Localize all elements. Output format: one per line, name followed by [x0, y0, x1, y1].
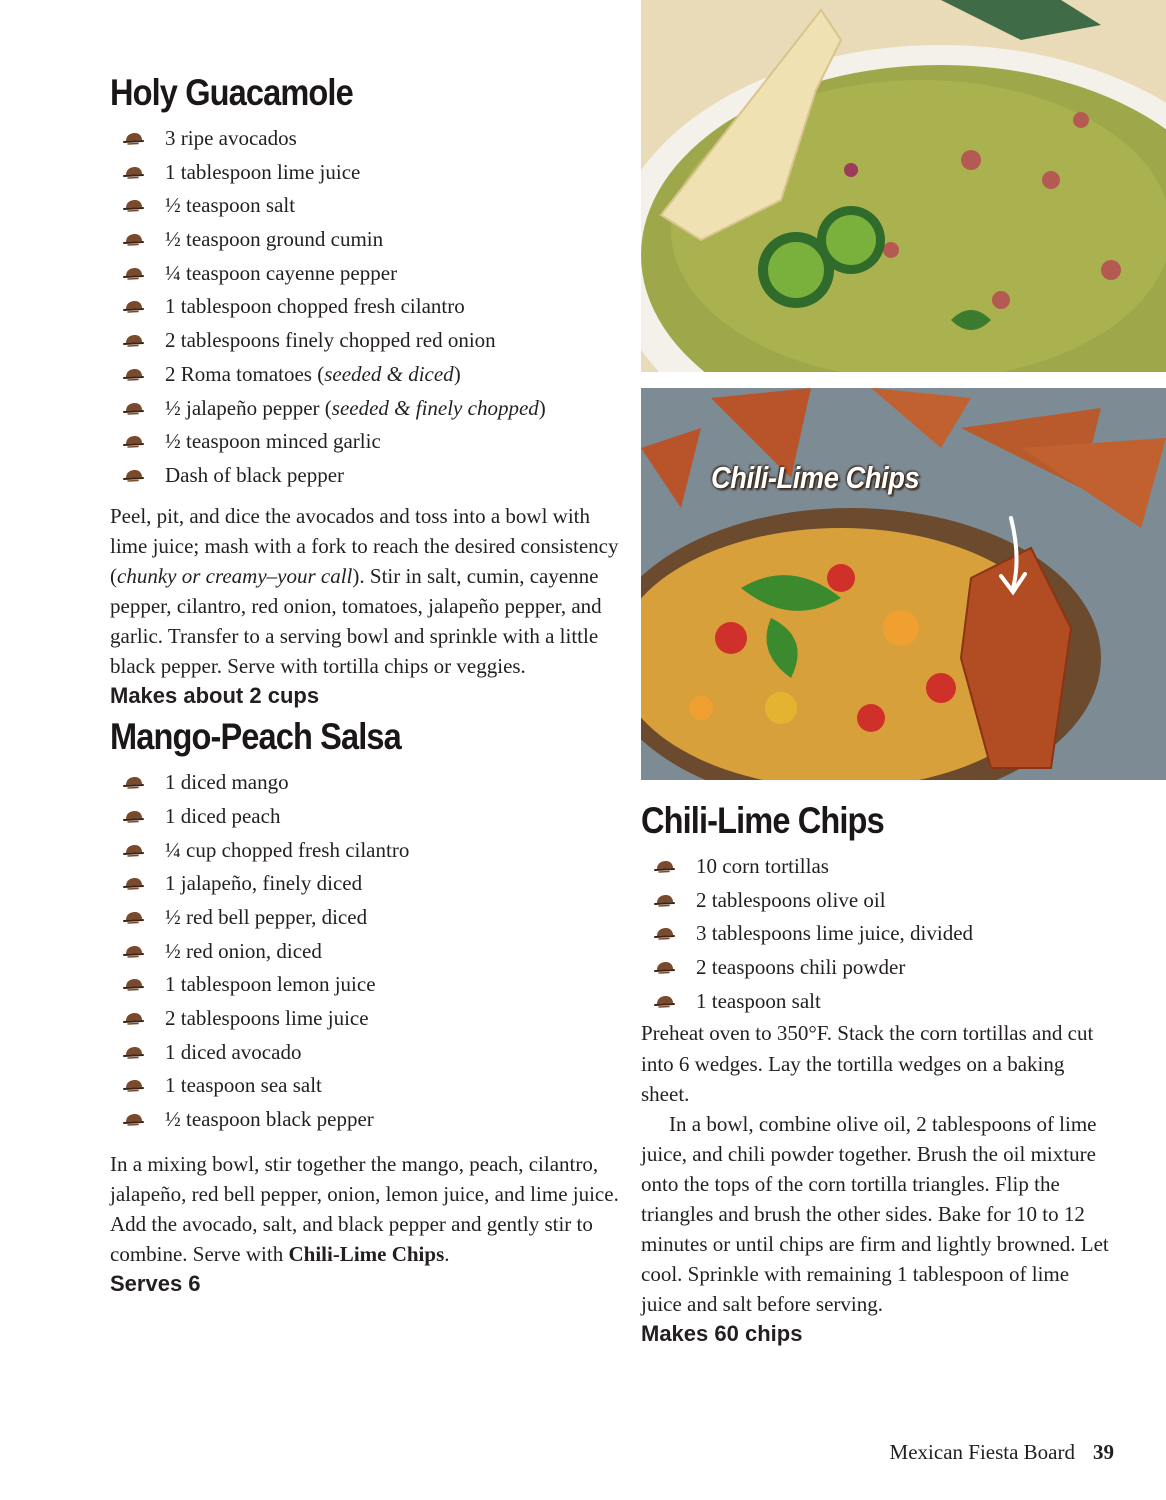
chip-bullet-icon: [122, 844, 144, 858]
section-name: Mexican Fiesta Board: [889, 1440, 1075, 1464]
list-item: 1 diced avocado: [110, 1036, 620, 1070]
list-item: 1 teaspoon sea salt: [110, 1069, 620, 1103]
guacamole-method: Peel, pit, and dice the avocados and toss into a bowl with lime juice; mash with a fork to reach the desired consistency (chunky or creamy–your call). Stir in salt, cumin, cayenne pepper, cilantro, red onion, tomatoes, jalapeño pepper, and garlic. Transfer to a serving bowl and sprinkle with a little black pepper. Serve with tortilla chips or veggies.: [110, 503, 619, 679]
chip-bullet-icon: [122, 1079, 144, 1093]
chip-bullet-icon: [653, 894, 675, 908]
list-item: Dash of black pepper: [110, 459, 620, 493]
guacamole-illustration: [641, 0, 1166, 372]
chip-bullet-icon: [122, 1113, 144, 1127]
right-column: [641, 800, 1111, 1348]
list-item: ½ red onion, diced: [110, 935, 620, 969]
chip-bullet-icon: [122, 402, 144, 416]
chips-method-1: Preheat oven to 350°F. Stack the corn tortillas and cut into 6 wedges. Lay the tortilla wedges on a baking sheet.: [641, 1021, 1094, 1106]
chip-bullet-icon: [653, 961, 675, 975]
chip-bullet-icon: [122, 1012, 144, 1026]
guacamole-photo: [641, 0, 1166, 372]
list-item: ¼ teaspoon cayenne pepper: [110, 257, 620, 291]
salsa-photo: [641, 388, 1166, 780]
chip-bullet-icon: [122, 810, 144, 824]
chip-bullet-icon: [122, 776, 144, 790]
salsa-illustration: [641, 388, 1166, 780]
list-item: 2 tablespoons olive oil: [641, 884, 1111, 918]
list-item: ½ teaspoon black pepper: [110, 1103, 620, 1137]
chip-bullet-icon: [122, 1046, 144, 1060]
chip-bullet-icon: [122, 469, 144, 483]
list-item: 2 tablespoons lime juice: [110, 1002, 620, 1036]
guacamole-ingredients: [110, 122, 620, 493]
list-item: ½ red bell pepper, diced: [110, 901, 620, 935]
list-item: 3 ripe avocados: [110, 122, 620, 156]
chip-bullet-icon: [653, 995, 675, 1009]
guacamole-title: Holy Guacamole: [110, 72, 353, 113]
list-item: 2 teaspoons chili powder: [641, 951, 1111, 985]
chips-title: Chili-Lime Chips: [641, 800, 884, 841]
chip-bullet-icon: [122, 368, 144, 382]
list-item: ½ teaspoon minced garlic: [110, 425, 620, 459]
chips-yield: Makes 60 chips: [641, 1321, 803, 1347]
chip-bullet-icon: [122, 978, 144, 992]
chip-bullet-icon: [122, 877, 144, 891]
list-item: 1 teaspoon salt: [641, 985, 1111, 1019]
list-item: ¼ cup chopped fresh cilantro: [110, 834, 620, 868]
chip-bullet-icon: [122, 911, 144, 925]
chips-method-2: In a bowl, combine olive oil, 2 tablespoons of lime juice, and chili powder together. Brush the oil mixture onto the tops of the corn tortilla triangles. Flip the triangles and brush the other sides. Bake for 10 to 12 minutes or until chips are firm and lightly browned. Let cool. Sprinkle with remaining 1 tablespoon of lime juice and salt before serving.: [641, 1111, 1109, 1317]
chip-bullet-icon: [653, 860, 675, 874]
list-item: 1 diced mango: [110, 766, 620, 800]
list-item: 10 corn tortillas: [641, 850, 1111, 884]
chip-bullet-icon: [653, 927, 675, 941]
list-item: 2 Roma tomatoes (seeded & diced): [110, 358, 620, 392]
chip-bullet-icon: [122, 334, 144, 348]
chip-bullet-icon: [122, 300, 144, 314]
chip-bullet-icon: [122, 132, 144, 146]
list-item: ½ teaspoon salt: [110, 189, 620, 223]
page-number: 39: [1093, 1440, 1114, 1464]
list-item: ½ jalapeño pepper (seeded & finely chopped): [110, 392, 620, 426]
salsa-method: In a mixing bowl, stir together the mango, peach, cilantro, jalapeño, red bell pepper, onion, lemon juice, and lime juice. Add the avocado, salt, and black pepper and gently stir to combine. Serve with Chili-Lime Chips.: [110, 1151, 619, 1266]
chip-bullet-icon: [122, 166, 144, 180]
list-item: 3 tablespoons lime juice, divided: [641, 917, 1111, 951]
salsa-ingredients: [110, 766, 620, 1137]
list-item: 1 tablespoon lemon juice: [110, 968, 620, 1002]
list-item: 2 tablespoons finely chopped red onion: [110, 324, 620, 358]
page-footer: [890, 1440, 1114, 1465]
chip-bullet-icon: [122, 233, 144, 247]
list-item: 1 tablespoon chopped fresh cilantro: [110, 290, 620, 324]
salsa-title: Mango-Peach Salsa: [110, 716, 401, 758]
left-column: [110, 72, 620, 1298]
chips-ingredients: [641, 850, 1111, 1018]
photo-label: Chili-Lime Chips: [711, 460, 920, 495]
salsa-yield: Serves 6: [110, 1271, 201, 1297]
guacamole-yield: Makes about 2 cups: [110, 683, 320, 709]
list-item: ½ teaspoon ground cumin: [110, 223, 620, 257]
chip-bullet-icon: [122, 199, 144, 213]
list-item: 1 diced peach: [110, 800, 620, 834]
chip-bullet-icon: [122, 267, 144, 281]
chip-bullet-icon: [122, 435, 144, 449]
chip-bullet-icon: [122, 945, 144, 959]
list-item: 1 tablespoon lime juice: [110, 156, 620, 190]
list-item: 1 jalapeño, finely diced: [110, 867, 620, 901]
